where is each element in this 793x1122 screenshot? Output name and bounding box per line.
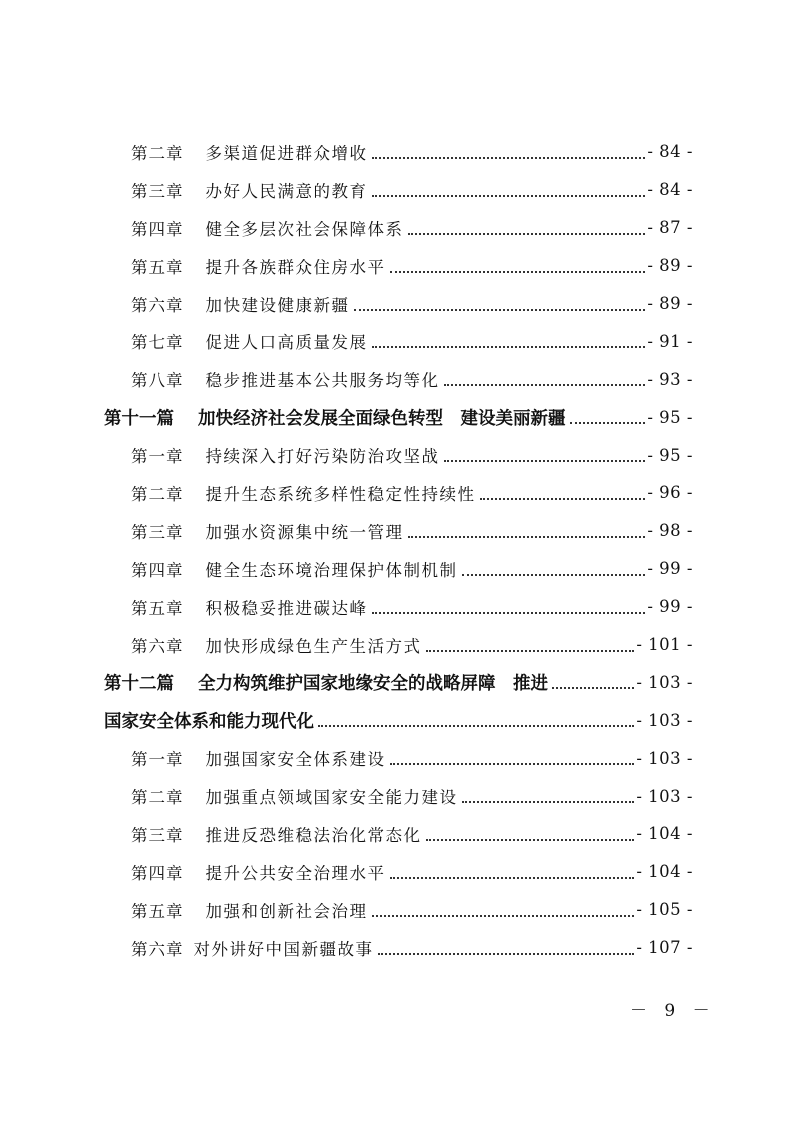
chapter-title: 加强国家安全体系建设: [205, 750, 386, 770]
chapter-number: 第三章: [131, 522, 184, 542]
chapter-title: 健全生态环境治理保护体制机制: [205, 560, 458, 580]
chapter-title: 稳步推进基本公共服务均等化: [205, 371, 440, 391]
page-number: - 87 -: [647, 218, 693, 238]
page-number: - 98 -: [647, 521, 693, 541]
chapter-title: 推进反恐维稳法治化常态化: [205, 825, 422, 845]
dot-leader: [372, 157, 646, 159]
page-number: - 89 -: [647, 256, 693, 276]
toc-entry[interactable]: [0, 247, 793, 285]
chapter-title: 加强重点领域国家安全能力建设: [205, 788, 458, 808]
chapter-title: 加强水资源集中统一管理: [205, 522, 404, 542]
chapter-number: 第六章: [131, 636, 184, 656]
toc-entry[interactable]: [0, 322, 793, 360]
dot-leader: [480, 498, 646, 500]
page-number: - 103 -: [636, 710, 693, 730]
page-number: - 99 -: [647, 597, 693, 617]
footer-page-number: － 9 －: [630, 1001, 716, 1021]
dot-leader: [552, 687, 634, 689]
toc-part-entry[interactable]: [0, 663, 793, 701]
dot-leader: [372, 612, 646, 614]
chapter-title: 促进人口高质量发展: [205, 333, 368, 353]
page-number: - 91 -: [647, 331, 693, 351]
chapter-number: 第六章: [131, 939, 184, 959]
part-title: 全力构筑维护国家地缘安全的战略屏障 推进: [198, 673, 548, 694]
chapter-number: 第二章: [131, 143, 184, 163]
page-number: - 103 -: [636, 748, 693, 768]
page-number: - 105 -: [636, 900, 693, 920]
part-number: 第十一篇: [104, 408, 174, 429]
chapter-title: 对外讲好中国新疆故事: [193, 939, 374, 959]
chapter-number: 第三章: [131, 825, 184, 845]
toc-entry[interactable]: [0, 626, 793, 664]
toc-entry[interactable]: [0, 512, 793, 550]
toc-entry[interactable]: [0, 550, 793, 588]
table-of-contents: [0, 133, 793, 967]
toc-entry[interactable]: [0, 360, 793, 398]
page-number: - 93 -: [647, 369, 693, 389]
chapter-title: 提升公共安全治理水平: [205, 863, 386, 883]
part-title: 国家安全体系和能力现代化: [104, 711, 314, 732]
page-number: - 104 -: [636, 862, 693, 882]
dot-leader: [426, 839, 635, 841]
chapter-title: 提升生态系统多样性稳定性持续性: [205, 484, 476, 504]
chapter-title: 多渠道促进群众增收: [205, 143, 368, 163]
chapter-title: 持续深入打好污染防治攻坚战: [205, 447, 440, 467]
chapter-number: 第八章: [131, 371, 184, 391]
chapter-number: 第一章: [131, 447, 184, 467]
chapter-title: 健全多层次社会保障体系: [205, 219, 404, 239]
dot-leader: [444, 460, 646, 462]
page-number: - 104 -: [636, 824, 693, 844]
dot-leader: [426, 650, 635, 652]
chapter-number: 第二章: [131, 484, 184, 504]
chapter-number: 第四章: [131, 560, 184, 580]
dot-leader: [444, 384, 646, 386]
toc-entry[interactable]: [0, 588, 793, 626]
chapter-number: 第三章: [131, 181, 184, 201]
dot-leader: [390, 271, 646, 273]
page-number: - 96 -: [647, 483, 693, 503]
dot-leader: [570, 422, 646, 424]
dot-leader: [354, 309, 646, 311]
page-number: - 84 -: [647, 142, 693, 162]
page-number: - 89 -: [647, 294, 693, 313]
chapter-number: 第六章: [131, 295, 184, 315]
chapter-title: 加强和创新社会治理: [205, 901, 368, 921]
toc-entry[interactable]: [0, 929, 793, 967]
part-number: 第十二篇: [104, 673, 174, 694]
page-number: - 103 -: [636, 672, 693, 692]
chapter-number: 第七章: [131, 333, 184, 353]
toc-part-entry-continued[interactable]: [0, 701, 793, 739]
chapter-title: 积极稳妥推进碳达峰: [205, 598, 368, 618]
chapter-title: 加快建设健康新疆: [205, 295, 350, 315]
page-number: - 95 -: [647, 407, 693, 427]
chapter-number: 第五章: [131, 257, 184, 277]
dot-leader: [318, 725, 634, 727]
chapter-number: 第二章: [131, 788, 184, 808]
page-number: - 95 -: [647, 445, 693, 465]
chapter-number: 第四章: [131, 219, 184, 239]
toc-entry[interactable]: [0, 474, 793, 512]
dot-leader: [372, 195, 646, 197]
dot-leader: [462, 801, 635, 803]
dot-leader: [408, 233, 646, 235]
dot-leader: [390, 763, 635, 765]
page-number: - 107 -: [636, 938, 693, 958]
page-number: - 101 -: [636, 635, 693, 655]
dot-leader: [408, 536, 646, 538]
chapter-title: 加快形成绿色生产生活方式: [205, 636, 422, 656]
part-title: 加快经济社会发展全面绿色转型 建设美丽新疆: [198, 408, 566, 429]
toc-entry[interactable]: [0, 285, 793, 323]
toc-entry[interactable]: [0, 853, 793, 891]
dot-leader: [372, 346, 646, 348]
toc-part-entry[interactable]: [0, 398, 793, 436]
dot-leader: [462, 574, 646, 576]
toc-entry[interactable]: [0, 739, 793, 777]
chapter-number: 第四章: [131, 863, 184, 883]
chapter-number: 第五章: [131, 598, 184, 618]
toc-entry[interactable]: [0, 171, 793, 209]
toc-entry[interactable]: [0, 133, 793, 171]
chapter-number: 第五章: [131, 901, 184, 921]
toc-entry[interactable]: [0, 815, 793, 853]
toc-entry[interactable]: [0, 777, 793, 815]
page-number: - 99 -: [647, 559, 693, 579]
toc-entry[interactable]: [0, 436, 793, 474]
chapter-number: 第一章: [131, 750, 184, 770]
toc-entry[interactable]: [0, 891, 793, 929]
page-number: - 84 -: [647, 180, 693, 200]
chapter-title: 办好人民满意的教育: [205, 181, 368, 201]
page-number: - 103 -: [636, 786, 693, 806]
chapter-title: 提升各族群众住房水平: [205, 257, 386, 277]
dot-leader: [372, 915, 635, 917]
dot-leader: [378, 953, 635, 955]
toc-entry[interactable]: [0, 209, 793, 247]
dot-leader: [390, 877, 635, 879]
